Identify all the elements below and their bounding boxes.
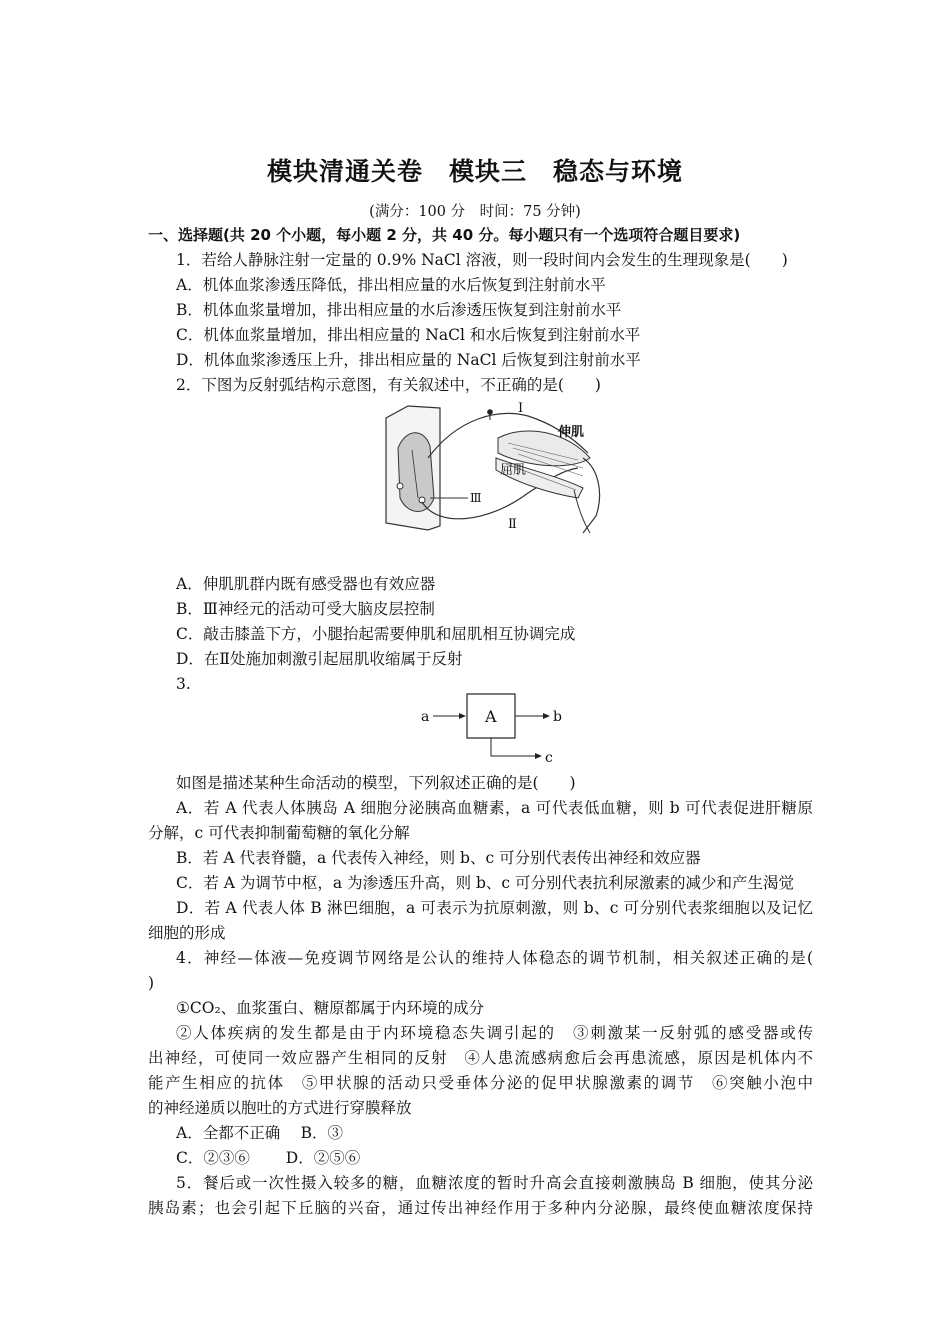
section-heading: 一、选择题(共 20 个小题，每小题 2 分，共 40 分。每小题只有一个选项符合题目要求)	[148, 226, 741, 244]
label-II: Ⅱ	[508, 517, 517, 532]
input-a: a	[421, 709, 430, 725]
q4-stem-line1: 4．神经—体液—免疫调节网络是公认的维持人体稳态的调节机制，相关叙述正确的是(	[176, 949, 813, 967]
q1-stem: 1．若给人静脉注射一定量的 0.9% NaCl 溶液，则一段时间内会发生的生理现象是( )	[176, 251, 788, 269]
model-figure	[415, 690, 575, 770]
q3-stem: 如图是描述某种生命活动的模型，下列叙述正确的是( )	[176, 774, 576, 792]
q2-option-c: C．敲击膝盖下方，小腿抬起需要伸肌和屈肌相互协调完成	[176, 625, 576, 643]
q3-option-b: B．若 A 代表脊髓，a 代表传入神经，则 b、c 可分别代表传出神经和效应器	[176, 849, 701, 867]
q5-line2: 胰岛素；也会引起下丘脑的兴奋，通过传出神经作用于多种内分泌腺，最终使血糖浓度保持	[148, 1199, 813, 1217]
label-extensor: 伸肌	[558, 425, 585, 440]
q2-stem: 2．下图为反射弧结构示意图，有关叙述中，不正确的是( )	[176, 376, 601, 394]
exam-meta: (满分：100 分 时间：75 分钟)	[369, 204, 581, 220]
q1-option-d: D．机体血浆渗透压上升，排出相应量的 NaCl 后恢复到注射前水平	[176, 351, 641, 369]
output-c: c	[545, 750, 553, 766]
box-label: A	[485, 707, 497, 726]
output-b: b	[553, 709, 562, 725]
q1-option-c: C．机体血浆量增加，排出相应量的 NaCl 和水后恢复到注射前水平	[176, 326, 641, 344]
q4-statements-line3: 能产生相应的抗体 ⑤甲状腺的活动只受垂体分泌的促甲状腺激素的调节 ⑥突触小泡中	[148, 1074, 813, 1092]
q4-stem-line2: )	[148, 974, 155, 992]
q3-option-d-line1: D．若 A 代表人体 B 淋巴细胞，a 可表示为抗原刺激，则 b、c 可分别代表浆细胞以及记忆	[176, 899, 813, 917]
q4-statement-1: ①CO₂、血浆蛋白、糖原都属于内环境的成分	[176, 999, 485, 1017]
q4-statements-line2: 出神经，可使同一效应器产生相同的反射 ④人患流感病愈后会再患流感，原因是机体内不	[148, 1049, 813, 1067]
label-III: Ⅲ	[470, 491, 482, 505]
q3-option-a-line1: A．若 A 代表人体胰岛 A 细胞分泌胰高血糖素，a 可代表低血糖，则 b 可代表促进肝糖原	[176, 799, 813, 817]
q4-options-line2: C．②③⑥ D．②⑤⑥	[176, 1149, 361, 1167]
q4-statements-line4: 的神经递质以胞吐的方式进行穿膜释放	[148, 1099, 412, 1117]
q2-option-a: A．伸肌肌群内既有感受器也有效应器	[176, 575, 436, 593]
label-I: Ⅰ	[518, 401, 524, 416]
reflex-arc-figure	[378, 398, 608, 538]
q2-option-b: B．Ⅲ神经元的活动可受大脑皮层控制	[176, 600, 435, 618]
page-title: 模块清通关卷 模块三 稳态与环境	[266, 157, 683, 186]
q3-option-a-line2: 分解，c 可代表抑制葡萄糖的氧化分解	[148, 824, 410, 842]
q4-statements-line1: ②人体疾病的发生都是由于内环境稳态失调引起的 ③刺激某一反射弧的感受器或传	[176, 1024, 813, 1042]
q1-option-a: A．机体血浆渗透压降低，排出相应量的水后恢复到注射前水平	[176, 276, 606, 294]
q2-option-d: D．在Ⅱ处施加刺激引起屈肌收缩属于反射	[176, 650, 463, 668]
q3-option-c: C．若 A 为调节中枢，a 为渗透压升高，则 b、c 可分别代表抗利尿激素的减少和产生渴觉	[176, 874, 795, 892]
q4-options-line1: A．全都不正确 B．③	[176, 1124, 344, 1142]
q5-line1: 5．餐后或一次性摄入较多的糖，血糖浓度的暂时升高会直接刺激胰岛 B 细胞，使其分泌	[176, 1174, 813, 1192]
label-flexor: 屈肌	[500, 463, 527, 478]
q3-number: 3.	[176, 675, 191, 693]
q1-option-b: B．机体血浆量增加，排出相应量的水后渗透压恢复到注射前水平	[176, 301, 622, 319]
q3-option-d-line2: 细胞的形成	[148, 924, 226, 942]
